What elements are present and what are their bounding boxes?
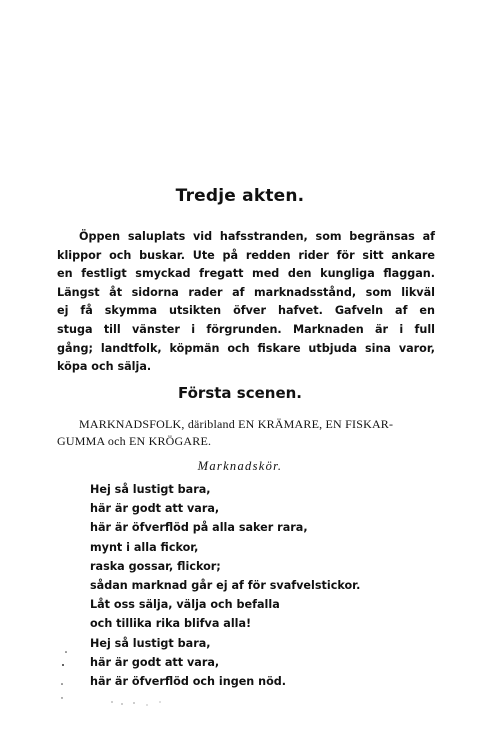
- stage-direction-line: ej få skymma utsikten öfver hafvet. Gafveln af en: [57, 304, 435, 318]
- verse-line: här är godt att vara,: [90, 655, 220, 669]
- scene-title: Första scenen.: [177, 384, 302, 402]
- verse-line: mynt i alla fickor,: [90, 540, 199, 554]
- character-list-line: MARKNADSFOLK, däribland EN KRÄMARE, EN FISKAR-: [79, 417, 394, 431]
- verse-line: sådan marknad går ej af för svafvelstickor.: [90, 579, 361, 593]
- stage-direction-line: en festligt smyckad fregatt med den kungliga flaggan.: [57, 267, 435, 281]
- verse-line: Hej så lustigt bara,: [90, 636, 211, 650]
- character-list: [57, 416, 435, 450]
- stage-direction-line: klippor och buskar. Ute på redden rider för sitt ankare: [57, 248, 435, 262]
- verse: [90, 480, 430, 691]
- stage-direction-line: stuga till vänster i förgrunden. Marknaden är i full: [57, 322, 435, 336]
- verse-line: här är godt att vara,: [90, 502, 220, 516]
- verse-line: raska gossar, flickor;: [90, 559, 221, 573]
- chorus-title: Marknadskör.: [197, 459, 283, 473]
- act-title: Tredje akten.: [175, 186, 305, 206]
- verse-line: här är öfverflöd och ingen nöd.: [90, 675, 287, 689]
- stage-direction: [57, 228, 435, 377]
- stage-direction-line: Längst åt sidorna rader af marknadsstånd, som likväl: [57, 285, 435, 299]
- verse-line: här är öfverflöd på alla saker rara,: [90, 521, 308, 535]
- character-list-line: GUMMA och EN KRÖGARE.: [57, 434, 212, 448]
- verse-line: Låt oss sälja, välja och befalla: [90, 598, 280, 612]
- verse-line: Hej så lustigt bara,: [90, 483, 211, 496]
- stage-direction-line: Öppen saluplats vid hafsstranden, som begränsas af: [79, 230, 435, 243]
- stage-direction-line: gång; landtfolk, köpmän och fiskare utbjuda sina varor,: [57, 341, 435, 355]
- verse-line: och tillika rika blifva alla!: [90, 617, 252, 631]
- stage-direction-line: köpa och sälja.: [57, 360, 152, 374]
